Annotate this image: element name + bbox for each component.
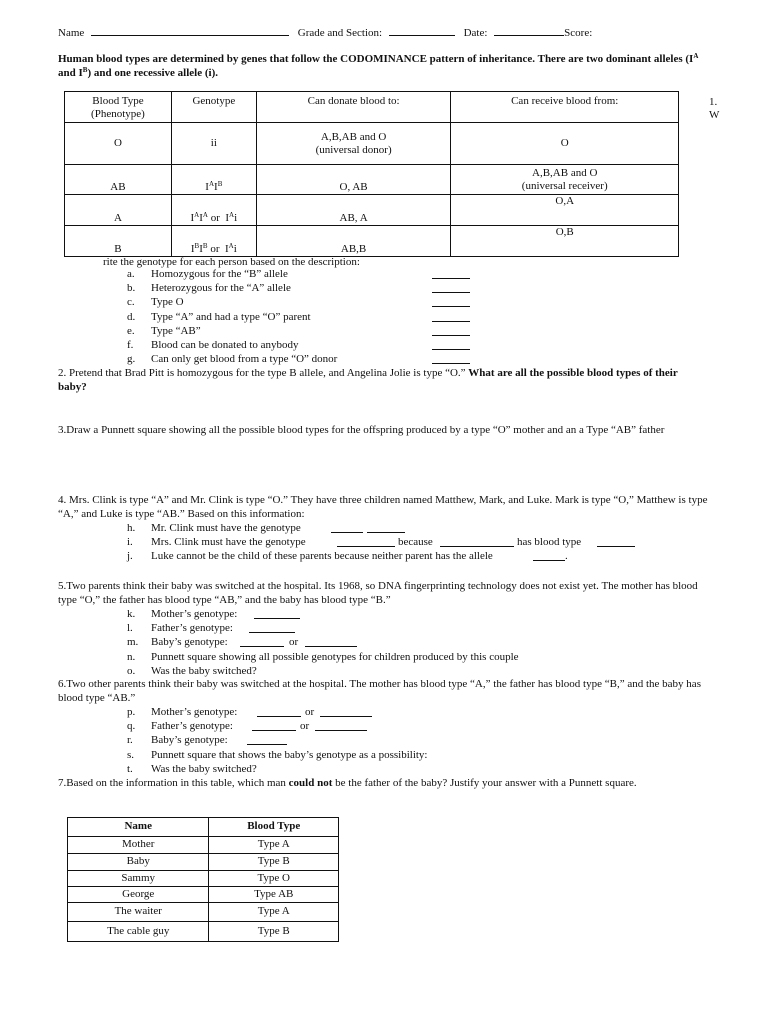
q1-item [127,353,487,367]
name-field[interactable] [91,25,289,36]
q5-item-text: Father’s genotype: [151,622,233,635]
q7-paragraph [58,777,718,791]
q6-item-letter: r. [127,734,133,747]
cell-geno-a: $I^AI^A$ or $I^Ai$ [171,195,256,226]
q1-item-letter: a. [127,268,135,280]
suspect-blood-type: Type B [209,854,339,871]
q1-answer-blank[interactable] [432,311,470,322]
q5-item-text: Was the baby switched? [151,664,257,677]
q1-item-letter: f. [127,338,134,351]
q4-list [127,522,647,565]
q6-item-r [127,734,607,748]
suspect-blood-type: Type B [209,922,339,942]
q5-item-k [127,608,607,622]
q1-item-letter: c. [127,296,135,309]
q5-item-m [127,636,607,650]
cell-donate-o [256,123,451,165]
name-label: Name [58,27,85,39]
q5-item-text: Mother’s genotype: [151,608,238,620]
cell-receive-o: O [451,123,679,165]
donate-o-line1: A,B,AB and O [320,130,387,143]
q5-item-text: Punnett square showing all possible genotypes for children produced by this couple [151,650,519,663]
grade-field[interactable] [389,25,455,36]
grade-label: Grade and Section: [297,27,383,39]
q3-paragraph: 3.Draw a Punnett square showing all the possible blood types for the offspring produced by a type “O” mother and an a Type “AB” father [58,424,665,436]
q6-r-blank[interactable] [247,734,287,745]
q5-item-text: Baby’s genotype: [151,636,228,649]
q4-item-letter: h. [127,522,136,534]
suspect-blood-type: Type AB [209,887,339,903]
q1-item-text: Blood can be donated to anybody [151,338,299,351]
q4-i-text-c: has blood type [517,536,582,549]
suspects-header [68,818,339,837]
q6-p-or: or [305,706,315,718]
q1-item-text: Type “A” and had a type “O” parent [151,310,311,323]
q6-item-letter: s. [127,748,135,761]
header-line [58,25,592,41]
q4-j-blank[interactable] [533,550,565,561]
table-row [68,922,339,942]
header-blood-type-col: Blood Type [209,818,339,837]
cell-receive-b: O,B [451,226,679,257]
cell-donate-ab: O, AB [256,165,451,195]
q4-i-text-a: Mrs. Clink must have the genotype [151,536,306,549]
q5-item-letter: m. [127,636,139,649]
suspect-name: The cable guy [68,922,209,942]
q1-list [127,268,487,367]
q6-item-letter: q. [127,720,136,733]
suspects-table [67,817,339,942]
q4-i-blank-2[interactable] [440,536,514,547]
score-label: Score: [564,27,593,39]
suspect-blood-type: Type A [209,903,339,922]
header-genotype-text: Genotype [192,95,236,107]
cell-geno-b: $I^BI^B$ or $I^Ai$ [171,226,256,257]
q6-q-blank-2[interactable] [315,720,367,731]
q4-item-i [127,536,647,550]
q6-item-text: Father’s genotype: [151,720,233,733]
q5-l-blank[interactable] [249,622,295,633]
q1-item [127,282,487,296]
q1-answer-blank[interactable] [432,268,470,279]
q4-paragraph: 4. Mrs. Clink is type “A” and Mr. Clink is type “O.” They have three children named Matthew, Mark, and Luke. Mark is type “O,” Matthew is type “A,” and Luke is type “AB.” Based on this information: [58,494,708,520]
q6-p-blank-2[interactable] [320,706,372,717]
q1-item [127,268,487,282]
q5-item-letter: k. [127,608,136,620]
suspect-name: George [68,887,209,903]
cell-type-b: B [65,226,172,257]
q6-q-or: or [300,720,310,733]
suspect-name: Sammy [68,871,209,887]
suspect-blood-type: Type O [209,871,339,887]
intro-text-a: Human blood types are determined by genes that follow the CODOMINANCE pattern of inheritance. There are two dominant alleles (I [58,53,694,65]
blood-row-b [65,226,679,257]
q6-item-q [127,720,607,734]
blood-row-ab [65,165,679,195]
header-receive-text: Can receive blood from: [511,95,619,107]
q1-item [127,311,487,325]
cell-type-ab: AB [65,165,172,195]
q4-h-blank-1[interactable] [331,522,363,533]
suspect-name: Baby [68,854,209,871]
cell-geno-o: ii [171,123,256,165]
table-row [68,871,339,887]
q1-item [127,325,487,339]
q1-item-letter: e. [127,324,135,337]
cell-receive-a: O,A [451,195,679,226]
q6-item-text: Punnett square that shows the baby’s genotype as a possibility: [151,748,428,761]
cell-type-a: A [65,195,172,226]
cell-geno-ab: $I^AI^B$ [171,165,256,195]
q1-item-text: Type “AB” [151,324,201,337]
q5-m-blank-1[interactable] [240,636,284,647]
header-genotype [171,92,256,123]
donate-o-line2: (universal donor) [315,143,392,156]
q6-paragraph: 6.Two other parents think their baby was switched at the hospital. The mother has blood type “A,” the father has blood type “B,” and the baby has blood type “AB.” [58,678,701,704]
table-row [68,854,339,871]
q4-h-blank-2[interactable] [367,522,405,533]
header-name: Name [68,818,209,837]
q6-p-blank-1[interactable] [257,706,301,717]
q2-bold-question: What are all the possible blood types of their baby? [58,367,678,393]
q1-answer-blank[interactable] [432,325,470,336]
q1-item-text: Type O [151,296,184,309]
q5-paragraph: 5.Two parents think their baby was switched at the hospital. Its 1968, so DNA fingerprinting technology does not exist yet. The mother has blood type “O,” the father has blood type “AB,” and the baby has blood type “B.” [58,580,698,606]
blood-row-a [65,195,679,226]
q1-answer-blank[interactable] [432,339,470,350]
q6-item-s [127,749,607,763]
cell-receive-ab [451,165,679,195]
q6-list [127,706,607,777]
q1-item-text: Heterozygous for the “A” allele [151,282,291,295]
q5-item-l [127,622,607,636]
q1-number: 1. [709,96,718,108]
intro-text-c: ) and one recessive allele (i). [87,66,218,79]
q1-item-text: Can only get blood from a type “O” donor [151,353,338,366]
q5-m-blank-2[interactable] [305,636,357,647]
q4-i-text-b: because [398,536,433,549]
q5-item-o [127,665,607,679]
intro-sup-b: B [82,65,88,74]
suspect-name: Mother [68,837,209,854]
q4-i-blank-3[interactable] [597,536,635,547]
intro-text-b: and I [58,66,83,79]
date-field[interactable] [494,25,564,36]
q5-m-or: or [289,636,299,649]
q5-list [127,608,607,679]
q1-item [127,296,487,310]
table-row [68,837,339,854]
q1-item-text: Homozygous for the “B” allele [151,268,288,280]
q4-item-j [127,550,647,564]
header-receive [451,92,679,123]
table-row [68,903,339,922]
q1-item [127,339,487,353]
receive-ab-line1: A,B,AB and O [532,166,598,179]
q1-item-letter: d. [127,310,136,323]
blood-row-o [65,123,679,165]
q1-answer-blank[interactable] [432,296,470,307]
q1-item-letter: g. [127,353,136,366]
q1-answer-blank[interactable] [432,282,470,293]
suspect-name: The waiter [68,903,209,922]
blood-table-header [65,92,679,123]
q6-item-text: Baby’s genotype: [151,734,228,747]
q4-item-letter: j. [127,550,133,563]
q5-item-letter: l. [127,622,133,635]
q6-item-t [127,763,607,777]
q4-item-letter: i. [127,536,133,549]
q5-item-n [127,651,607,665]
cell-type-o: O [65,123,172,165]
q7-bold: could not [288,777,333,789]
q7-text-a: 7.Based on the information in this table, which man [58,777,289,789]
q4-item-text: Mr. Clink must have the genotype [151,522,301,534]
q6-item-letter: t. [127,762,133,775]
q1-prompt: rite the genotype for each person based on the description: [103,256,360,268]
q5-item-letter: n. [127,650,136,663]
q2-paragraph [58,367,698,395]
q5-item-letter: o. [127,664,136,677]
receive-ab-line2: (universal receiver) [521,179,608,192]
blood-type-table [64,91,679,257]
date-label: Date: [463,27,488,39]
header-blood-type [65,92,172,123]
header-donate-text: Can donate blood to: [307,95,400,107]
q4-item-h [127,522,647,536]
q1-item-letter: b. [127,282,136,295]
intro-sup-a: A [693,52,699,60]
q1-answer-blank[interactable] [432,353,470,364]
suspect-blood-type: Type A [209,837,339,854]
header-donate [256,92,451,123]
cell-donate-b: AB,B [256,226,451,257]
q5-k-blank[interactable] [254,608,300,619]
table-row [68,887,339,903]
cell-donate-a: AB, A [256,195,451,226]
q7-text-b: be the father of the baby? Justify your answer with a Punnett square. [332,777,637,789]
q6-item-text: Mother’s genotype: [151,706,238,718]
q6-item-letter: p. [127,706,136,718]
q4-i-blank-1[interactable] [337,536,395,547]
q2-text: 2. Pretend that Brad Pitt is homozygous for the type B allele, and Angelina Jolie is type “O.” [58,367,469,379]
intro-paragraph [58,53,710,81]
q6-item-p [127,706,607,720]
q4-item-text: Luke cannot be the child of these parents because neither parent has the allele [151,550,493,563]
q6-q-blank-1[interactable] [252,720,296,731]
header-blood-type-text: Blood Type (Phenotype) [91,95,145,120]
q6-item-text: Was the baby switched? [151,762,257,775]
q1-w: W [709,109,720,121]
q4-j-end: . [565,550,568,563]
